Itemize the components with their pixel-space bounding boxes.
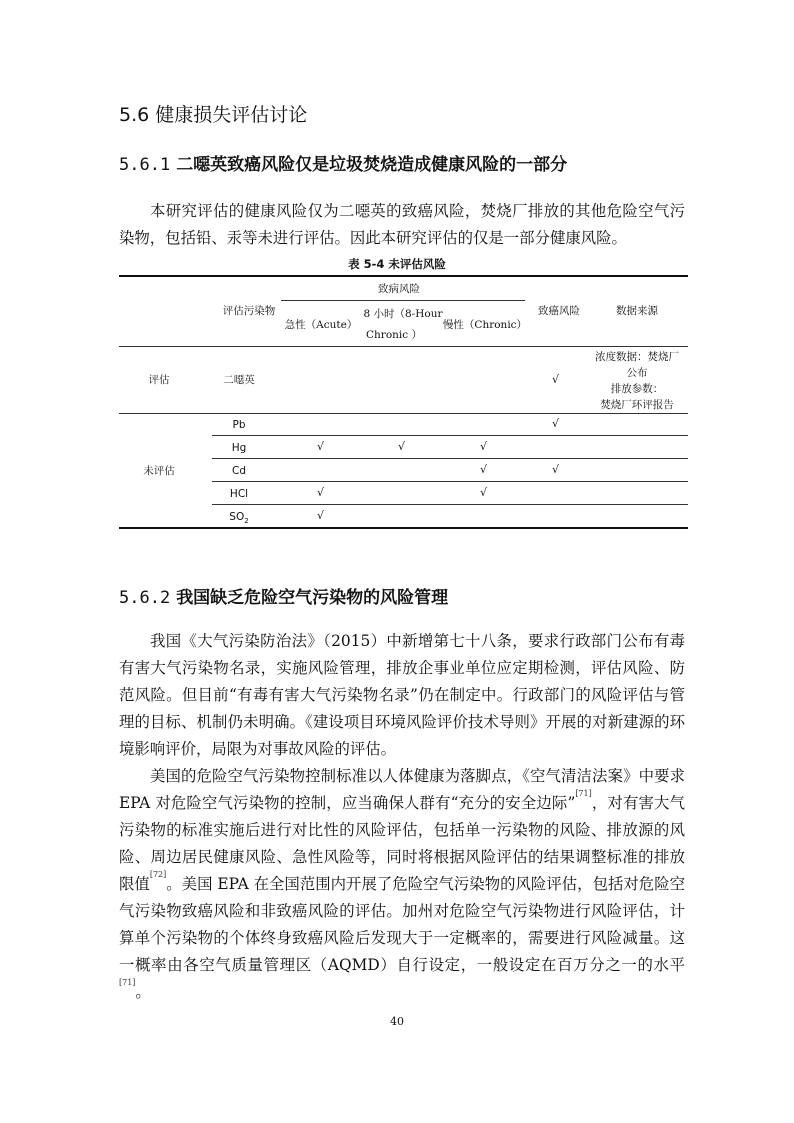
unevaluated-label: 未评估 <box>143 465 175 477</box>
check-mark: √ <box>398 440 406 453</box>
page-number: 40 <box>390 1015 404 1028</box>
subsection-title: 二噁英致癌风险仅是垃圾焚烧造成健康风险的一部分 <box>176 155 568 175</box>
row-pollutant: HCl <box>229 488 249 500</box>
evaluated-bottom-rule <box>119 413 688 414</box>
paragraph-text: 。 <box>135 983 151 1001</box>
row-pollutant: Pb <box>232 419 246 431</box>
row-pollutant: Cd <box>232 465 246 477</box>
evaluated-source <box>587 349 687 413</box>
source-line: 浓度数据：焚烧厂 <box>595 351 679 363</box>
row-rule <box>212 481 688 482</box>
check-mark: √ <box>317 509 325 522</box>
row-rule <box>212 435 688 436</box>
check-mark: √ <box>480 463 488 476</box>
table-top-rule <box>119 275 688 277</box>
header-sub-rule <box>281 300 525 301</box>
evaluated-label: 评估 <box>148 374 170 386</box>
header-bottom-rule <box>119 346 688 347</box>
paragraph-text: ，对有害大气污染物的标准实施后进行对比性的风险评估，包括单一污染物的风险、排放源的风险、周边居民健康风险、急性风险等，同时将根据风险评估的结果调整标准的排放限值 <box>119 794 685 893</box>
evaluated-pollutant: 二噁英 <box>223 374 255 386</box>
check-mark: √ <box>552 373 560 386</box>
row-pollutant: Hg <box>231 442 247 454</box>
subsection-heading-1 <box>119 150 567 175</box>
row-rule <box>212 458 688 459</box>
section-title: 5.6 健康损失评估讨论 <box>119 104 308 126</box>
source-line: 公布 <box>626 367 648 379</box>
row-rule <box>212 504 688 505</box>
header-chronic: 慢性（Chronic） <box>442 319 528 331</box>
check-mark: √ <box>552 417 560 430</box>
paragraph-text: 美国的危险空气污染物控制标准以人体健康为落脚点，《空气清洁法案》中要求 EPA 对危险空气污染物的控制，应当确保人群有“充分的安全边际” <box>119 767 685 812</box>
subsection-title: 我国缺乏危险空气污染物的风险管理 <box>176 588 449 608</box>
subsection-number: 5.6.1 <box>119 155 171 175</box>
subsection-heading-2 <box>119 583 448 608</box>
paragraph-intro: 本研究评估的健康风险仅为二噁英的致癌风险，焚烧厂排放的其他危险空气污染物，包括铅、汞等未进行评估。因此本研究评估的仅是一部分健康风险。 <box>119 202 685 247</box>
source-line: 排放参数： <box>610 383 664 395</box>
citation: [71] <box>119 978 136 987</box>
pollutant-subscript: 2 <box>244 517 249 526</box>
check-mark: √ <box>552 463 560 476</box>
header-8hour-line2: Chronic ） <box>366 329 422 341</box>
header-disease-risk: 致病风险 <box>378 283 420 295</box>
table-caption: 表 5-4 未评估风险 <box>348 257 446 271</box>
source-line: 焚烧厂环评报告 <box>600 399 674 411</box>
header-acute: 急性（Acute） <box>284 319 358 331</box>
header-8hour-line1: 8 小时（8-Hour <box>363 308 443 320</box>
row-pollutant <box>199 510 279 528</box>
paragraph-china-law: 我国《大气污染防治法》（2015）中新增第七十八条，要求行政部门公布有毒有害大气污染物名录，实施风险管理，排放企事业单位应定期检测，评估风险、防范风险。但目前“有毒有害大气污染物名录”仍在制定中。行政部门的风险评估与管理的目标、机制仍未明确。《建设项目环境风险评价技术导则》开展的对新建源的环境影响评价，局限为对事故风险的评估。 <box>119 632 685 758</box>
citation: [71] <box>575 789 592 798</box>
check-mark: √ <box>480 486 488 499</box>
check-mark: √ <box>480 440 488 453</box>
header-cancer: 致癌风险 <box>538 305 580 317</box>
check-mark: √ <box>317 440 325 453</box>
subsection-number: 5.6.2 <box>119 588 171 608</box>
paragraph-text: 。美国 EPA 在全国范围内开展了危险空气污染物的风险评估，包括对危险空气污染物致癌风险和非致癌风险的评估。加州对危险空气污染物进行风险评估，计算单个污染物的个体终身致癌风险后发现大于一定概率的，需要进行风险减量。这一概率由各空气质量管理区（AQMD）自行设定，一般设定在百万分之一的水平 <box>119 875 685 974</box>
risk-table <box>119 275 688 530</box>
header-source: 数据来源 <box>616 305 658 317</box>
citation: [72] <box>149 870 167 879</box>
pollutant-formula: SO <box>229 511 245 523</box>
check-mark: √ <box>317 486 325 499</box>
paragraph-us-epa <box>119 763 685 1006</box>
header-pollutant: 评估污染物 <box>222 305 276 317</box>
